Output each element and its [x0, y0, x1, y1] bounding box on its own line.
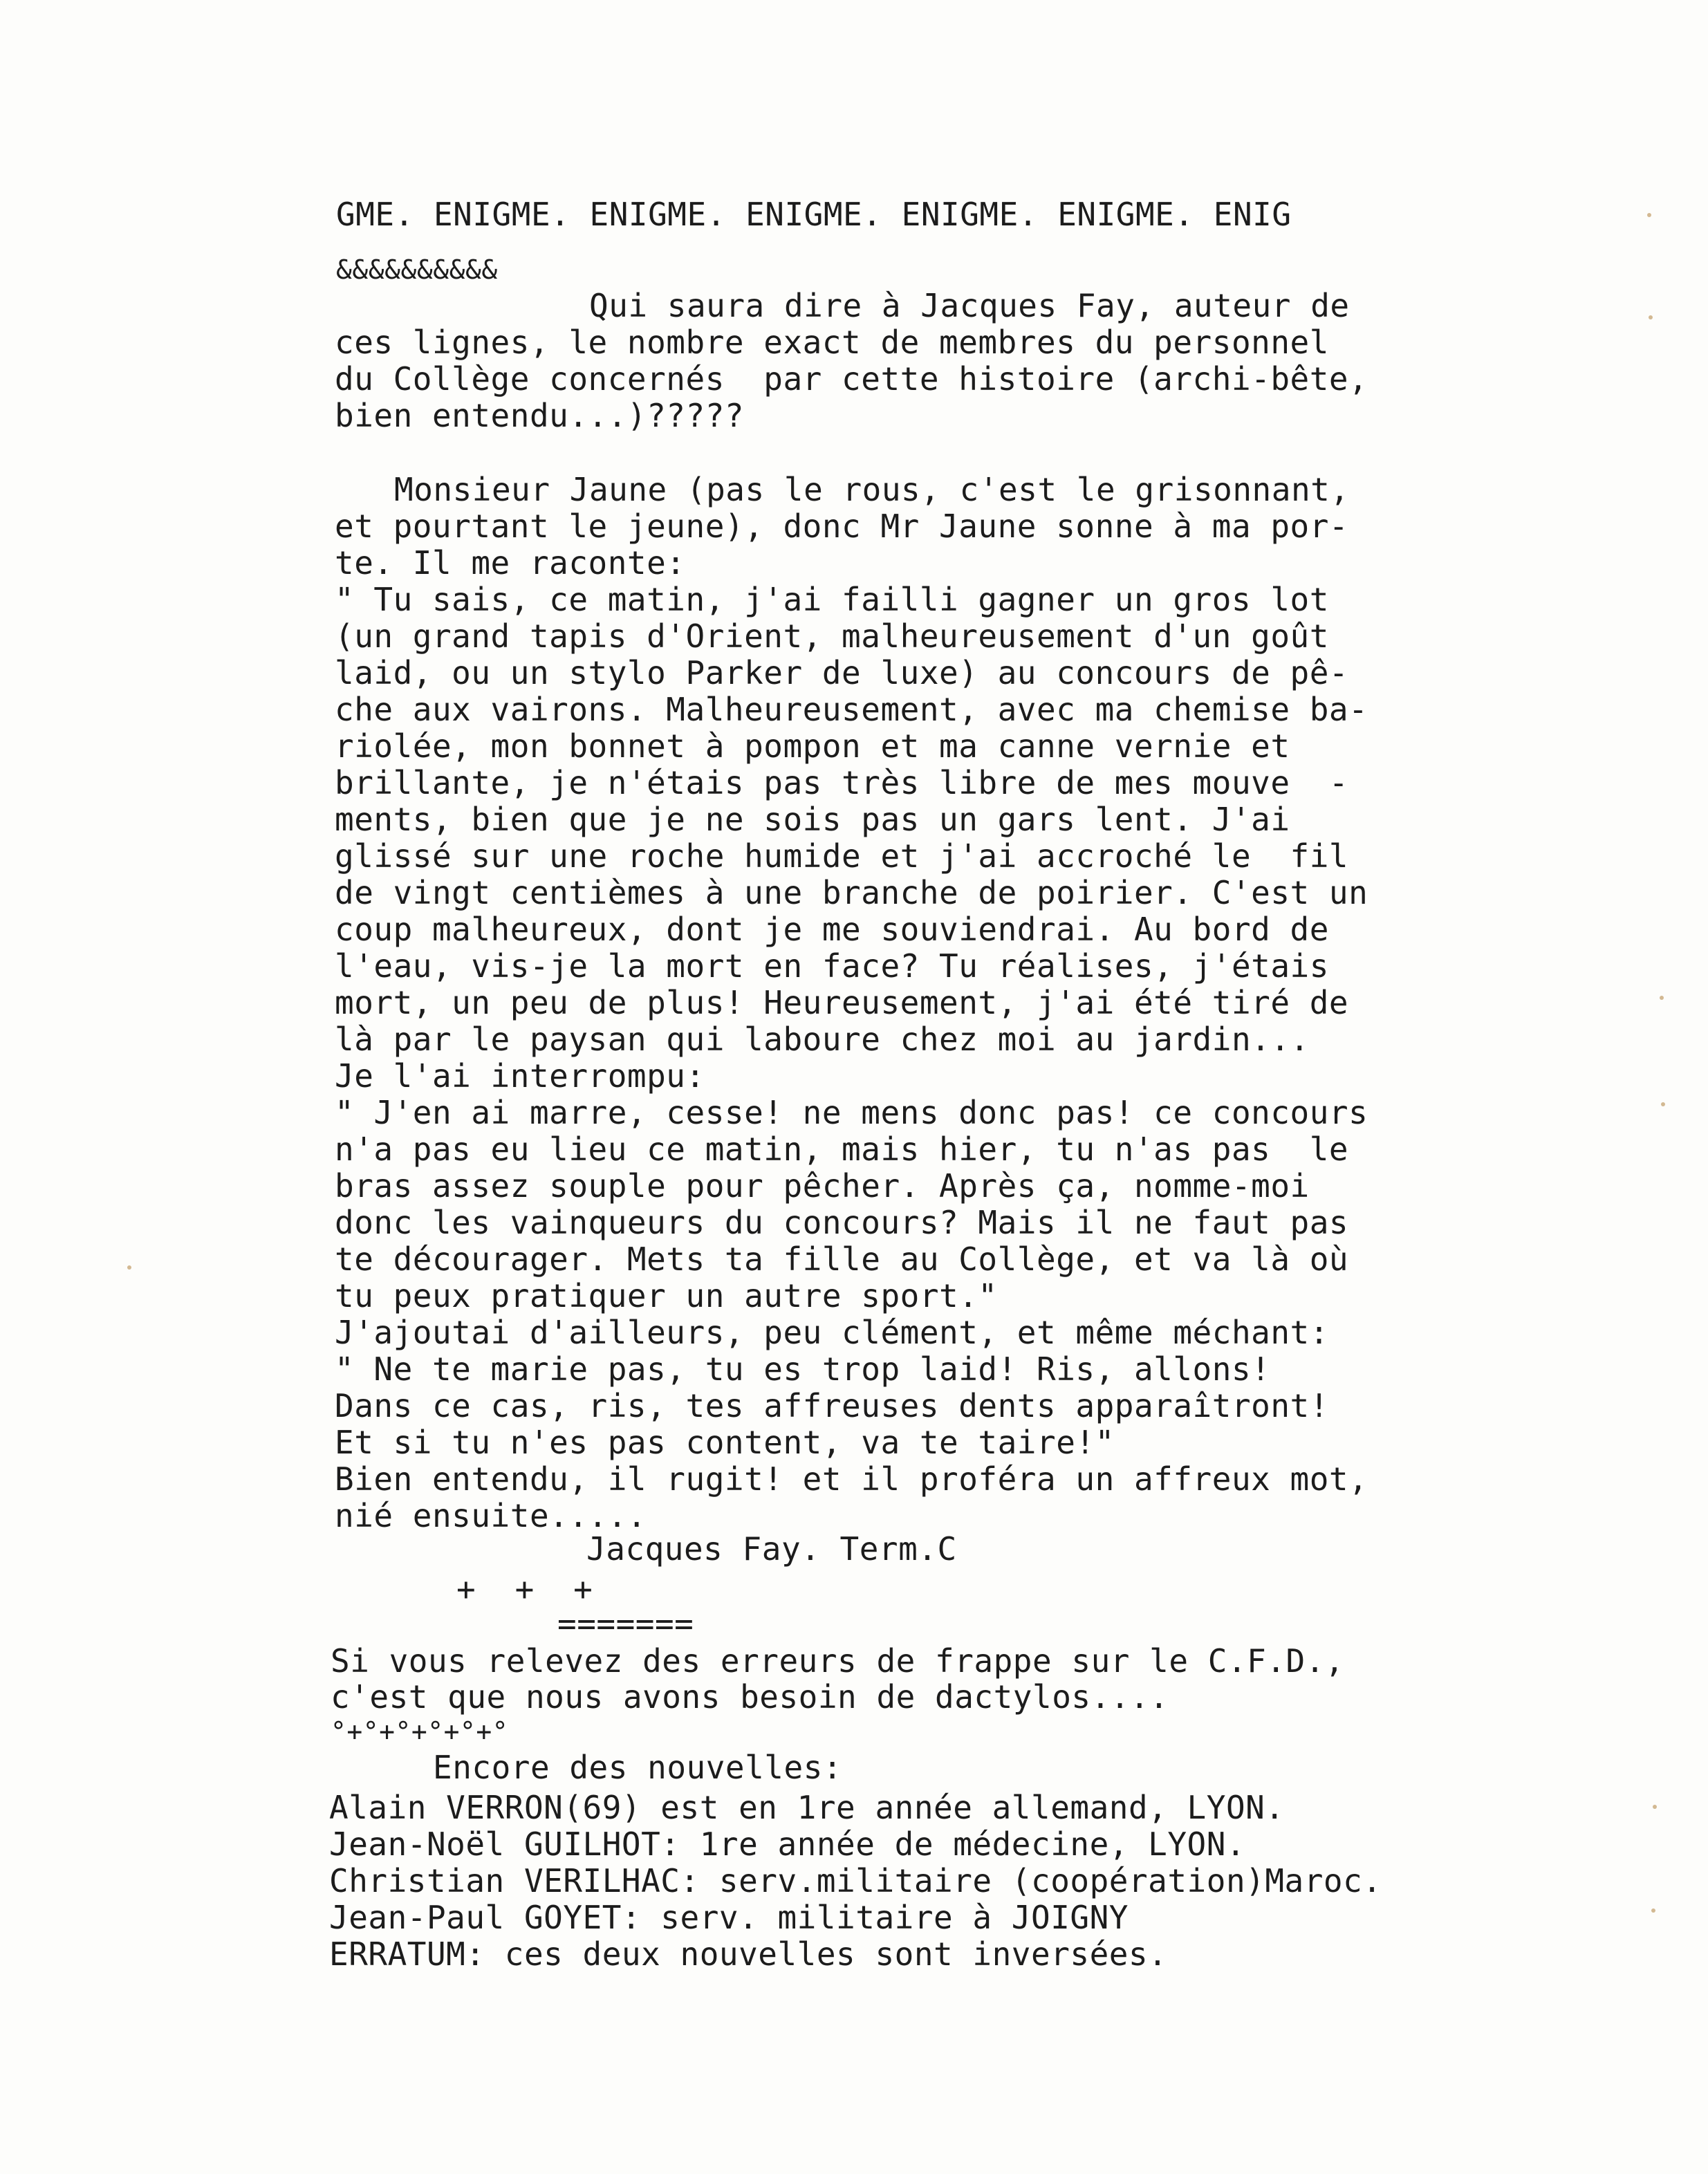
- text-line: de vingt centièmes à une branche de poirier. C'est un: [335, 874, 1368, 911]
- text-line: là par le paysan qui laboure chez moi au jardin...: [335, 1021, 1310, 1058]
- text-line: bien entendu...)?????: [335, 397, 745, 434]
- text-line: " Ne te marie pas, tu es trop laid! Ris, allons!: [335, 1350, 1271, 1388]
- text-line: Monsieur Jaune (pas le rous, c'est le grisonnant,: [394, 471, 1350, 508]
- text-line: J'ajoutai d'ailleurs, peu clément, et même méchant:: [335, 1314, 1329, 1351]
- text-line: coup malheureux, dont je me souviendrai. Au bord de: [335, 911, 1329, 948]
- paper-speck: [1647, 213, 1651, 217]
- text-line: Bien entendu, il rugit! et il proféra un affreux mot,: [335, 1460, 1368, 1498]
- enigme-header: GME. ENIGME. ENIGME. ENIGME. ENIGME. ENIGME. ENIG: [336, 196, 1292, 233]
- note-line: Si vous relevez des erreurs de frappe sur le C.F.D.,: [331, 1642, 1345, 1680]
- news-line: Christian VERILHAC: serv.militaire (coopération)Maroc.: [329, 1862, 1382, 1899]
- text-line: che aux vairons. Malheureusement, avec ma chemise ba-: [335, 691, 1368, 728]
- text-line: n'a pas eu lieu ce matin, mais hier, tu n'as pas le: [335, 1131, 1349, 1168]
- text-line: Je l'ai interrompu:: [335, 1057, 705, 1095]
- paper-speck: [1660, 996, 1664, 1000]
- paper-speck: [1651, 1908, 1655, 1913]
- news-line: ERRATUM: ces deux nouvelles sont inversées.: [329, 1935, 1168, 1973]
- text-line: glissé sur une roche humide et j'ai accroché le fil: [335, 837, 1349, 875]
- text-line: ces lignes, le nombre exact de membres du personnel: [335, 324, 1329, 361]
- news-line: Alain VERRON(69) est en 1re année allemand, LYON.: [329, 1789, 1285, 1826]
- text-line: brillante, je n'étais pas très libre de mes mouve -: [335, 764, 1349, 801]
- paper-speck: [1649, 315, 1653, 319]
- paper-speck: [1661, 1102, 1665, 1106]
- text-line: te décourager. Mets ta fille au Collège, et va là où: [335, 1241, 1349, 1278]
- decorative-row: °+°+°+°+°+°: [331, 1716, 509, 1747]
- text-line: et pourtant le jeune), donc Mr Jaune sonne à ma por-: [335, 508, 1349, 545]
- news-line: Jean-Paul GOYET: serv. militaire à JOIGNY: [329, 1899, 1129, 1936]
- paper-speck: [1653, 1805, 1657, 1809]
- equals-divider: =======: [557, 1605, 694, 1642]
- text-line: " J'en ai marre, cesse! ne mens donc pas! ce concours: [335, 1094, 1368, 1131]
- text-line: Dans ce cas, ris, tes affreuses dents apparaîtront!: [335, 1387, 1329, 1424]
- text-line: mort, un peu de plus! Heureusement, j'ai été tiré de: [335, 984, 1349, 1021]
- news-line: Jean-Noël GUILHOT: 1re année de médecine, LYON.: [329, 1825, 1246, 1863]
- text-line: du Collège concernés par cette histoire (archi-bête,: [335, 360, 1368, 398]
- text-line: Et si tu n'es pas content, va te taire!": [335, 1424, 1115, 1461]
- text-line: Qui saura dire à Jacques Fay, auteur de: [589, 287, 1350, 324]
- text-line: " Tu sais, ce matin, j'ai failli gagner un gros lot: [335, 581, 1329, 618]
- plus-divider: + + +: [456, 1570, 593, 1608]
- paper-speck: [127, 1265, 131, 1270]
- note-line: c'est que nous avons besoin de dactylos....: [331, 1678, 1169, 1716]
- text-line: bras assez souple pour pêcher. Après ça, nomme-moi: [335, 1167, 1310, 1205]
- text-line: riolée, mon bonnet à pompon et ma canne vernie et: [335, 727, 1290, 765]
- text-line: laid, ou un stylo Parker de luxe) au concours de pê-: [335, 654, 1349, 691]
- news-title: Encore des nouvelles:: [433, 1749, 843, 1786]
- text-line: tu peux pratiquer un autre sport.": [335, 1277, 998, 1314]
- text-line: te. Il me raconte:: [335, 544, 686, 582]
- text-line: nié ensuite.....: [335, 1497, 647, 1534]
- text-line: donc les vainqueurs du concours? Mais il ne faut pas: [335, 1204, 1349, 1241]
- text-line: (un grand tapis d'Orient, malheureusement d'un goût: [335, 617, 1329, 655]
- signature: Jacques Fay. Term.C: [586, 1530, 957, 1568]
- text-line: ments, bien que je ne sois pas un gars lent. J'ai: [335, 801, 1290, 838]
- text-line: l'eau, vis-je la mort en face? Tu réalises, j'étais: [335, 947, 1329, 985]
- ornament-row: &&&&&&&&&&: [336, 254, 498, 285]
